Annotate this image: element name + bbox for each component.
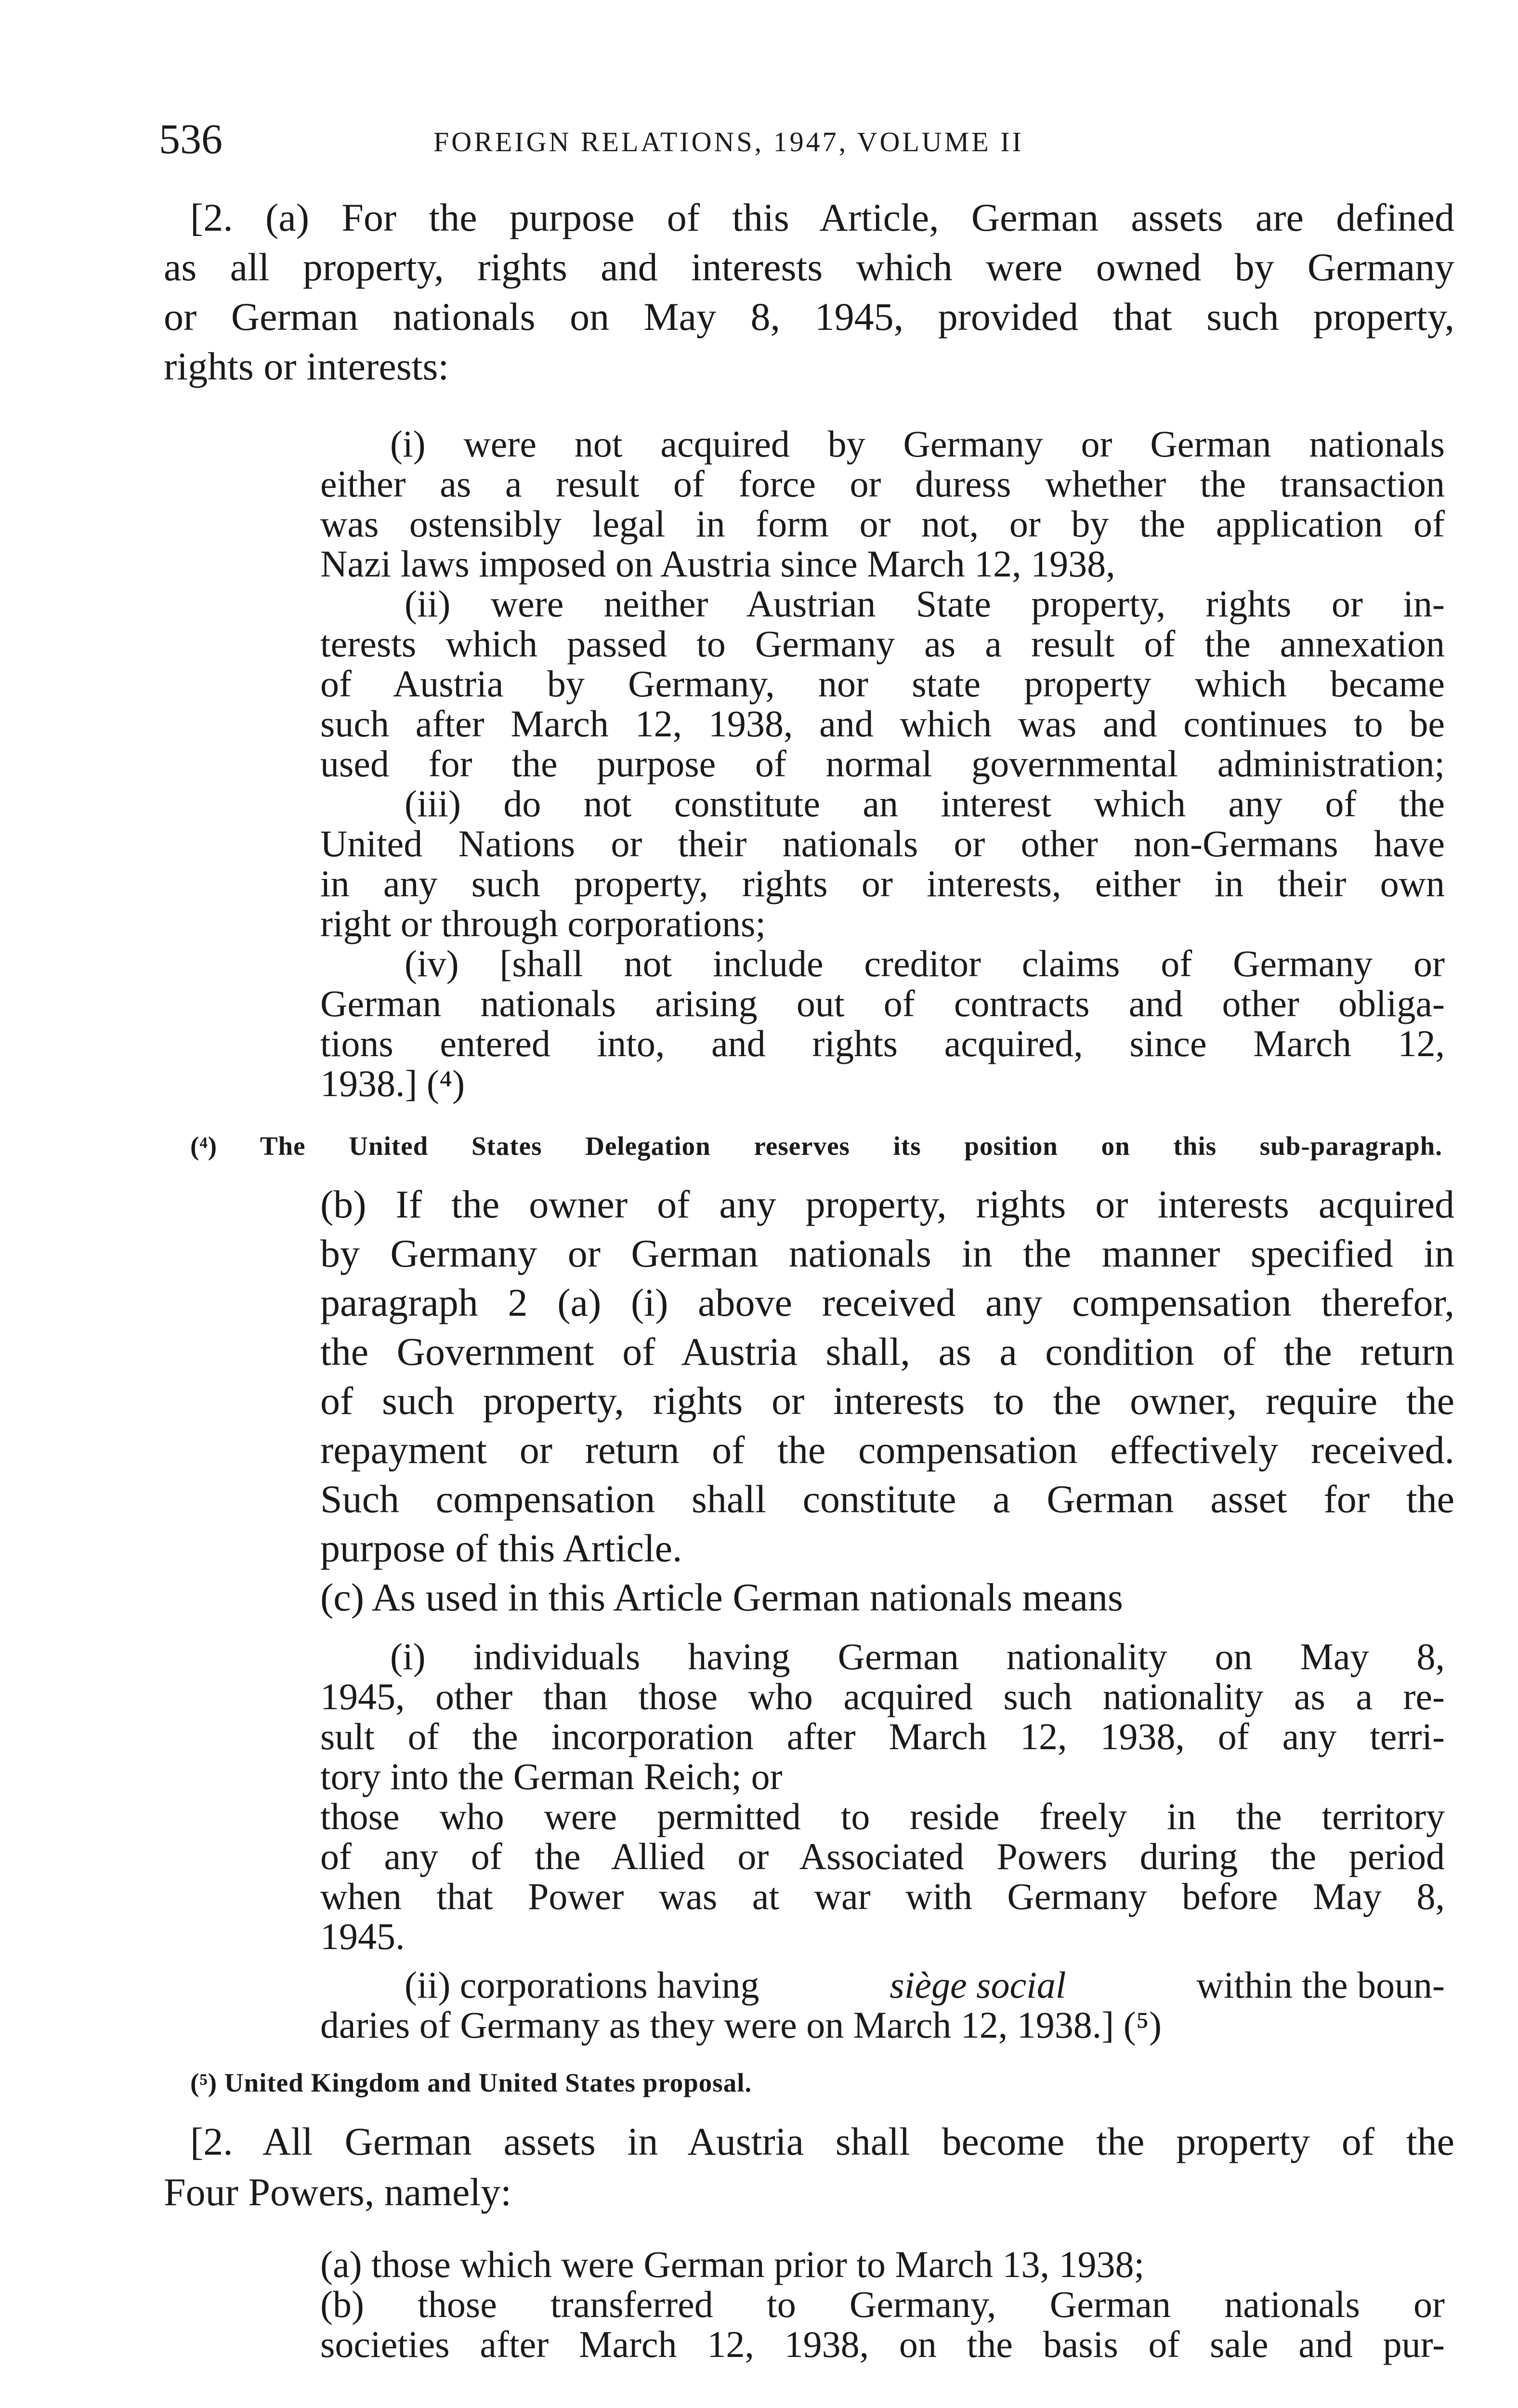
text-line: right or through corporations; bbox=[320, 903, 766, 944]
text-line: (b) If the owner of any property, rights or interests acquired bbox=[320, 1182, 1454, 1226]
text-line: tions entered into, and rights acquired, since March 12, bbox=[320, 1022, 1445, 1064]
text-line: the Government of Austria shall, as a condition of the return bbox=[320, 1330, 1454, 1374]
text-line: Nazi laws imposed on Austria since March 12, 1938, bbox=[320, 543, 1115, 585]
section-c-intro: (c) As used in this Article German nationals means bbox=[320, 1575, 1123, 1619]
text-line: purpose of this Article. bbox=[320, 1526, 682, 1570]
text-line: (iii) do not constitute an interest which any of the bbox=[405, 783, 1445, 824]
page-number: 536 bbox=[159, 116, 222, 163]
sub-ii-prefix: (ii) corporations having bbox=[405, 1964, 759, 2006]
text-line: used for the purpose of normal governmental administration; bbox=[320, 743, 1445, 785]
text-line: German nationals arising out of contracts and other obliga- bbox=[320, 982, 1445, 1024]
text-line: sult of the incorporation after March 12, 1938, of any terri- bbox=[320, 1715, 1445, 1757]
list-item: (a) those which were German prior to March 13, 1938; bbox=[320, 2243, 1145, 2285]
footnote-5: (⁵) United Kingdom and United States proposal. bbox=[190, 2068, 752, 2097]
text-line: terests which passed to Germany as a result of the annexation bbox=[320, 623, 1445, 665]
text-line: of any of the Allied or Associated Powers during the period bbox=[320, 1835, 1445, 1877]
text-line: [2. All German assets in Austria shall become the property of the bbox=[190, 2120, 1454, 2163]
text-line: of such property, rights or interests to the owner, require the bbox=[320, 1379, 1454, 1423]
text-line: (i) individuals having German nationality on May 8, bbox=[390, 1636, 1445, 1677]
text-line: by Germany or German nationals in the manner specified in bbox=[320, 1231, 1454, 1275]
text-line: repayment or return of the compensation effectively received. bbox=[320, 1428, 1454, 1472]
text-line: those who were permitted to reside freely in the territory bbox=[320, 1795, 1445, 1837]
text-line: of Austria by Germany, nor state property which became bbox=[320, 663, 1445, 705]
list-item: (b) those transferred to Germany, German nationals or bbox=[320, 2283, 1445, 2325]
footnote-4: (⁴) The United States Delegation reserves its position on this sub-paragraph. bbox=[190, 1131, 1442, 1161]
running-header bbox=[159, 116, 1469, 164]
text-line: (ii) were neither Austrian State property, rights or in- bbox=[405, 583, 1445, 625]
text-line: [2. (a) For the purpose of this Article, German assets are defined bbox=[190, 196, 1454, 239]
text-line: 1945. bbox=[320, 1915, 405, 1957]
text-line: such after March 12, 1938, and which was and continues to be bbox=[320, 703, 1445, 745]
sub-ii-italic: siège social bbox=[890, 1964, 1066, 2006]
text-line: paragraph 2 (a) (i) above received any compensation therefor, bbox=[320, 1281, 1454, 1324]
text-line: (iv) [shall not include creditor claims of Germany or bbox=[405, 942, 1445, 984]
text-line: rights or interests: bbox=[164, 344, 449, 388]
list-item: societies after March 12, 1938, on the basis of sale and pur- bbox=[320, 2323, 1445, 2365]
sub-ii-suffix: within the boun- bbox=[1196, 1964, 1445, 2006]
running-title: FOREIGN RELATIONS, 1947, VOLUME II bbox=[433, 126, 1024, 157]
text-line: when that Power was at war with Germany before May 8, bbox=[320, 1875, 1445, 1917]
text-line: tory into the German Reich; or bbox=[320, 1755, 783, 1797]
text-line: was ostensibly legal in form or not, or by the application of bbox=[320, 503, 1445, 545]
text-line: daries of Germany as they were on March 12, 1938.] (⁵) bbox=[320, 2004, 1162, 2046]
text-line: as all property, rights and interests which were owned by Germany bbox=[164, 245, 1454, 289]
text-line bbox=[405, 1965, 1445, 2005]
text-line: 1938.] (⁴) bbox=[320, 1062, 465, 1104]
text-line: in any such property, rights or interests, either in their own bbox=[320, 863, 1445, 904]
text-line: or German nationals on May 8, 1945, provided that such property, bbox=[164, 295, 1454, 339]
text-line: 1945, other than those who acquired such nationality as a re- bbox=[320, 1675, 1445, 1717]
text-line: either as a result of force or duress whether the transaction bbox=[320, 463, 1445, 505]
text-line: Four Powers, namely: bbox=[164, 2170, 511, 2214]
text-line: Such compensation shall constitute a German asset for the bbox=[320, 1477, 1454, 1521]
text-line: (i) were not acquired by Germany or German nationals bbox=[390, 423, 1445, 465]
text-line: United Nations or their nationals or other non-Germans have bbox=[320, 823, 1445, 864]
